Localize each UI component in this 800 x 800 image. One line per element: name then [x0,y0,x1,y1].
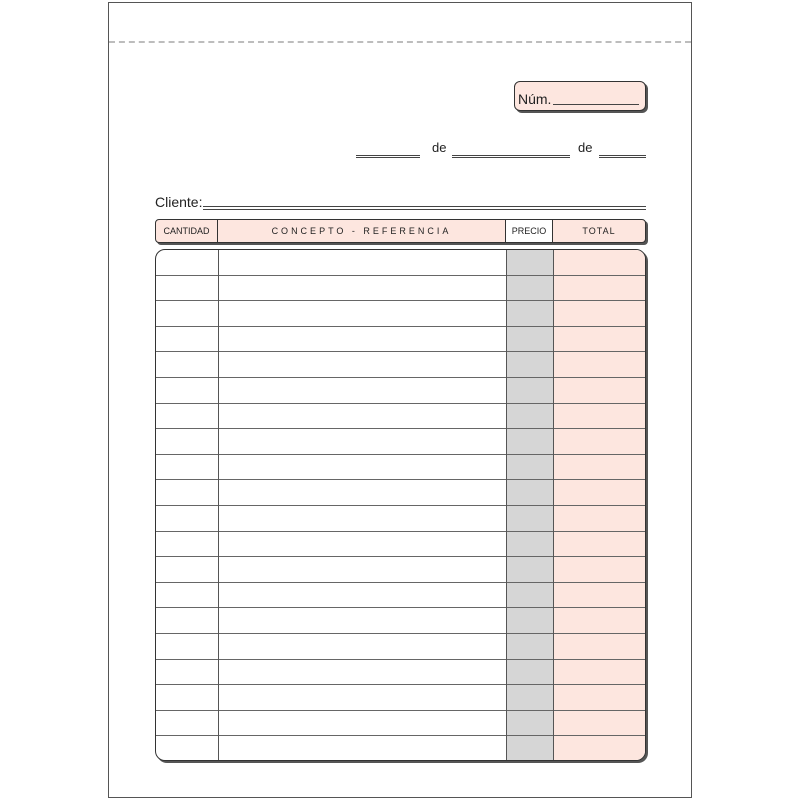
cliente-field-underline [203,209,646,210]
table-row[interactable] [156,660,645,686]
invoice-number-field[interactable] [553,104,639,105]
date-month-field[interactable] [452,155,570,156]
table-row[interactable] [156,352,645,378]
date-connector-2: de [578,140,593,155]
table-header [155,219,646,243]
line-item-rows [156,250,645,760]
cliente-label: Cliente: [155,194,203,210]
cliente-row [155,194,646,214]
table-row[interactable] [156,736,645,761]
table-row[interactable] [156,608,645,634]
column-divider-concepto [506,250,507,760]
column-divider-cantidad [218,250,219,760]
invoice-number-label: Núm. [518,91,552,107]
table-row[interactable] [156,455,645,481]
header-concepto: CONCEPTO - REFERENCIA [218,220,506,242]
line-items-grid [155,249,646,761]
header-total: TOTAL [582,226,616,236]
table-row[interactable] [156,378,645,404]
header-precio: PRECIO [506,220,553,242]
table-row[interactable] [156,711,645,737]
cliente-field[interactable] [203,206,646,207]
table-row[interactable] [156,301,645,327]
invoice-number-box [514,81,646,111]
table-row[interactable] [156,276,645,302]
header-cantidad: CANTIDAD [156,220,218,242]
date-day-field[interactable] [356,155,420,156]
table-row[interactable] [156,404,645,430]
date-row [356,139,646,159]
perforation-line [109,41,691,43]
table-row[interactable] [156,557,645,583]
table-row[interactable] [156,480,645,506]
table-row[interactable] [156,250,645,276]
table-row[interactable] [156,506,645,532]
table-row[interactable] [156,583,645,609]
table-row[interactable] [156,685,645,711]
table-row[interactable] [156,327,645,353]
invoice-sheet [108,2,692,798]
table-row[interactable] [156,429,645,455]
date-year-field[interactable] [599,155,646,156]
date-connector-1: de [432,140,447,155]
column-divider-precio [553,250,554,760]
table-row[interactable] [156,532,645,558]
table-row[interactable] [156,634,645,660]
